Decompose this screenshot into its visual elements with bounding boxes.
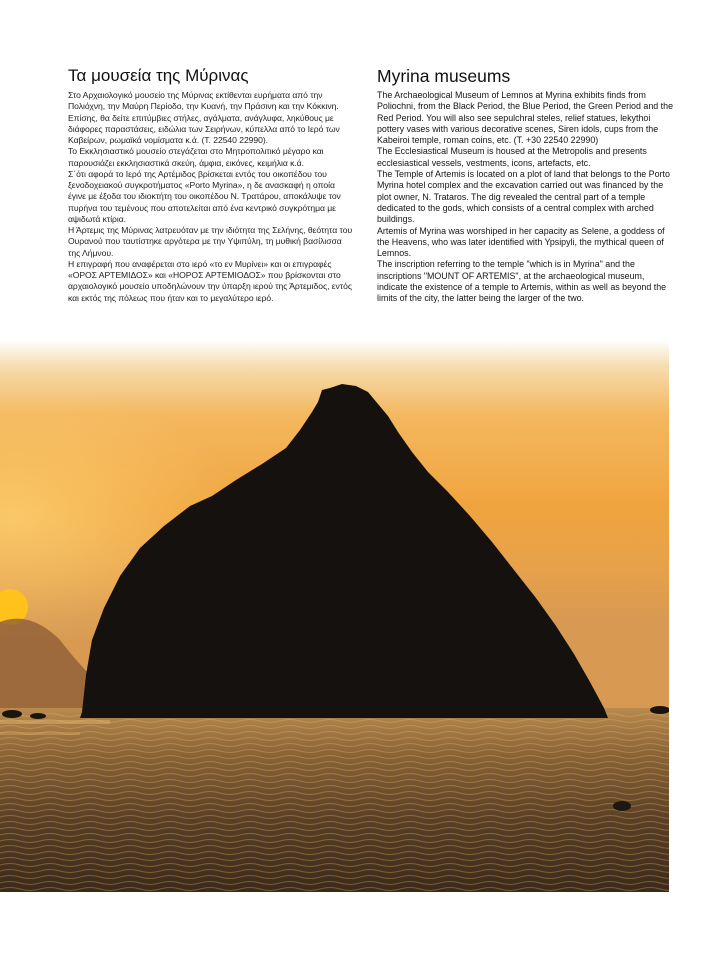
- greek-paragraph-ecclesiastical: Το Εκκλησιαστικό μουσείο στεγάζεται στο Μητροπολιτικό μέγαρο και παρουσιάζει εκκλησιαστικά σκεύη, άμφια, εικόνες, κειμήλια κ.ά.: [68, 146, 324, 168]
- greek-paragraph-artemis: Η Άρτεμις της Μύρινας λατρευόταν με την ιδιότητα της Σελήνης, θεότητα του Ουρανού που ταυτίστηκε αργότερα με την Υψιπύλη, τη μυθική βασίλισσα της Λήμνου.: [68, 225, 353, 258]
- small-rock-left: [2, 710, 22, 718]
- english-paragraph-inscription: The inscription referring to the temple "which is in Myrina" and the inscriptions "MOUNT OF ARTEMIS", at the archaeological museum, indicate the existence of a temple to Artemis, within as well as beyond the limits of the city, the latter being the larger of the two.: [377, 259, 667, 304]
- english-title: Myrina museums: [377, 66, 511, 86]
- greek-title: Τα μουσεία της Μύρινας: [68, 66, 249, 85]
- english-column: [377, 66, 673, 305]
- small-rock-sea: [613, 801, 631, 811]
- greek-paragraph-archaeological: Στο Αρχαιολογικό μουσείο της Μύρινας εκτίθενται ευρήματα από την Πολιόχνη, την Μαύρη Περίοδο, την Κυανή, την Πράσινη και την Κόκκινη. Επίσης, θα δείτε επιτύμβιες στήλες, αγάλματα, ανάγλυφα, ληκύθους με διάφορες παραστάσεις, ειδώλια των Σειρήνων, κύπελλα από το Ιερό των Καβείρων, ρωμαϊκά νομίσματα κ.ά. (Τ. 22540 22990).: [68, 90, 340, 145]
- english-paragraph-archaeological: The Archaeological Museum of Lemnos at Myrina exhibits finds from Poliochni, from the Black Period, the Blue Period, the Green Period and the Red Period. You will also see sepulchral steles, relief statues, lekythoi pottery vases with various decorative scenes, Siren idols, cups from the Kabeiroi temple, roman coins, etc. (T. +30 22540 22990): [377, 90, 674, 146]
- small-rock-left-2: [30, 713, 46, 719]
- greek-paragraph-temple: Σ΄ότι αφορά το Ιερό της Αρτέμιδος βρίσκεται εντός του οικοπέδου του ξενοδοχειακού συγκροτήματος «Porto Myrina», η δε ανασκαφή η οποία έγινε με έξοδα του ιδιοκτήτη του οικοπέδου Ν. Τρατάρου, αποκάλυψε τον πυρήνα του τεμένους που αποτελείται από ένα κεντρικό συγκρότημα με αψιδωτά κτίρια.: [68, 168, 341, 224]
- english-paragraph-ecclesiastical: The Ecclesiastical Museum is housed at the Metropolis and presents ecclesiastical vessels, vestments, icons, artefacts, etc.: [377, 146, 647, 168]
- sunset-rock-photo: [0, 340, 669, 892]
- english-paragraph-temple: The Temple of Artemis is located on a plot of land that belongs to the Porto Myrina hotel complex and the excavation carried out was financed by the plot owner, N. Trataros. The dig revealed the central part of a temple dedicated to the gods, which consists of a central complex with arched buildings.: [377, 169, 670, 225]
- english-paragraph-artemis: Artemis of Myrina was worshiped in her capacity as Selene, a goddess of the Heavens, who was later identified with Ypsipyli, the mythical queen of Lemnos.: [377, 225, 665, 259]
- greek-column: [68, 66, 354, 304]
- greek-paragraph-inscription: Η επιγραφή που αναφέρεται στο ιερό «το εν Μυρίνει» και οι επιγραφές «ΟΡΟΣ ΑΡΤΕΜΙΔΟΣ» και «ΗΟΡΟΣ ΑΡΤΕΜΙΟΔΟΣ» που βρίσκονται στο αρχαιολογικό μουσείο υποδηλώνουν την ύπαρξη ιερού της Άρτεμιδος, εντός και εκτός της πόλεως που ήταν και το μεγαλύτερο ιερό.: [68, 258, 352, 303]
